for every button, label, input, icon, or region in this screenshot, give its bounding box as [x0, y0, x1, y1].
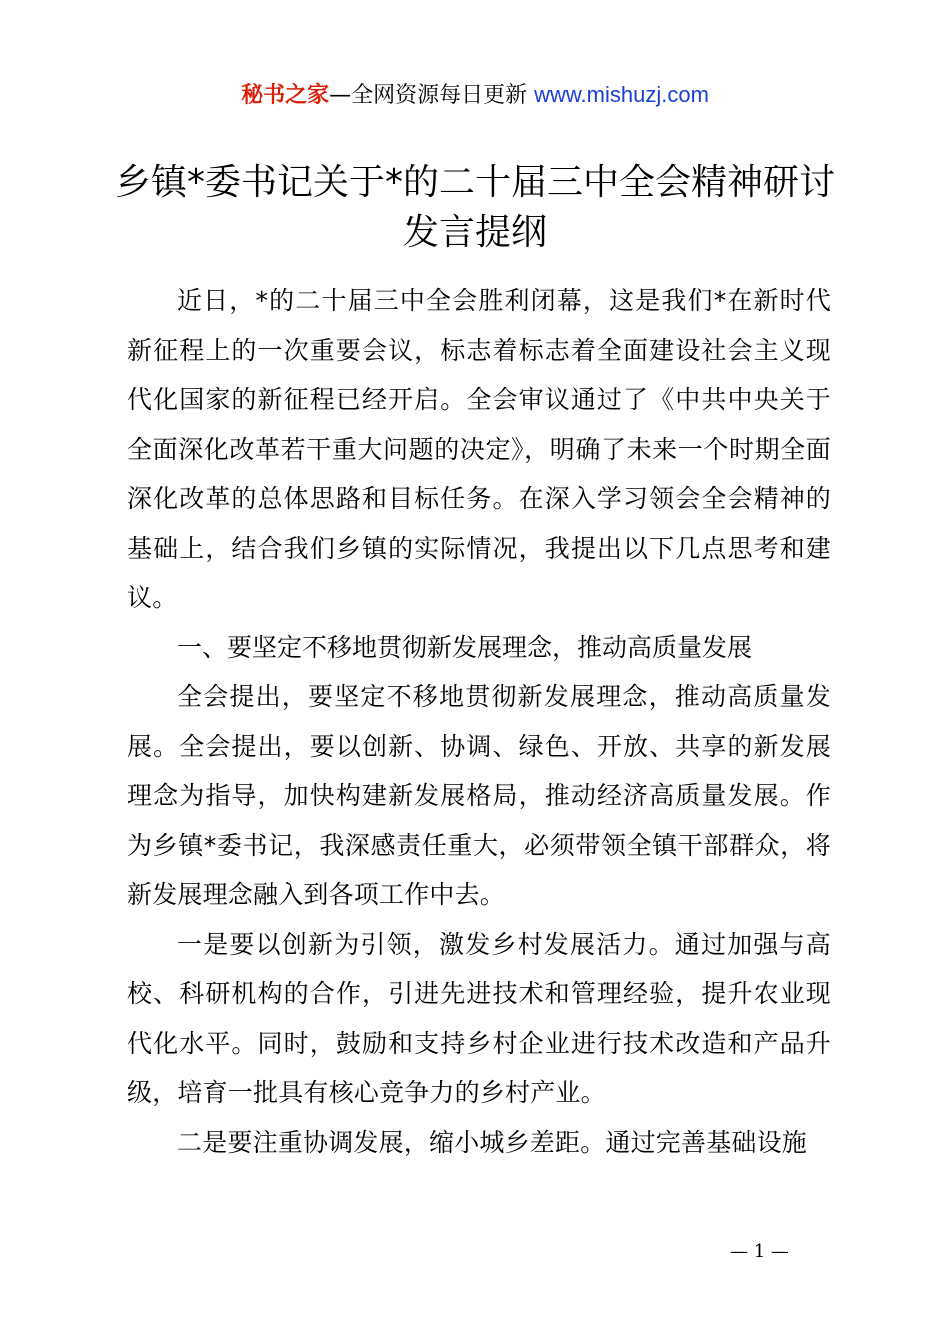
section-heading: 一、要坚定不移地贯彻新发展理念，推动高质量发展 — [177, 632, 753, 662]
intro-paragraph: 近日，*的二十届三中全会胜利闭幕，这是我们*在新时代新征程上的一次重要会议，标志着标志着全面建设社会主义现代化国家的新征程已经开启。全会审议通过了《中共中央关于全面深化改革若干重大问题的决定》，明确了未来一个时期全面深化改革的总体思路和目标任务。在深入学习领会全会精神的基础上，结合我们乡镇的实际情况，我提出以下几点思考和建议。 — [127, 286, 831, 612]
body-paragraph: 二是要注重协调发展，缩小城乡差距。通过完善基础设施 — [177, 1127, 808, 1157]
body-paragraph: 全会提出，要坚定不移地贯彻新发展理念，推动高质量发展。全会提出，要以创新、协调、绿色、开放、共享的新发展理念为指导，加快构建新发展格局，推动经济高质量发展。作为乡镇*委书记，我深感责任重大，必须带领全镇干部群众，将新发展理念融入到各项工作中去。 — [127, 682, 831, 909]
document-title: 乡镇*委书记关于*的二十届三中全会精神研讨发言提纲 — [114, 162, 835, 253]
site-banner — [0, 80, 950, 111]
document-body — [127, 276, 831, 1167]
body-paragraph: 一是要以创新为引领，激发乡村发展活力。通过加强与高校、科研机构的合作，引进先进技术和管理经验，提升农业现代化水平。同时，鼓励和支持乡村企业进行技术改造和产品升级，培育一批具有核心竞争力的乡村产业。 — [127, 929, 831, 1107]
site-url-link[interactable]: www.mishuzj.com — [534, 82, 709, 107]
banner-tagline: —全网资源每日更新 — [329, 83, 535, 108]
page-number: — 1 — — [730, 1241, 789, 1262]
brand-name: 秘书之家 — [241, 83, 330, 108]
